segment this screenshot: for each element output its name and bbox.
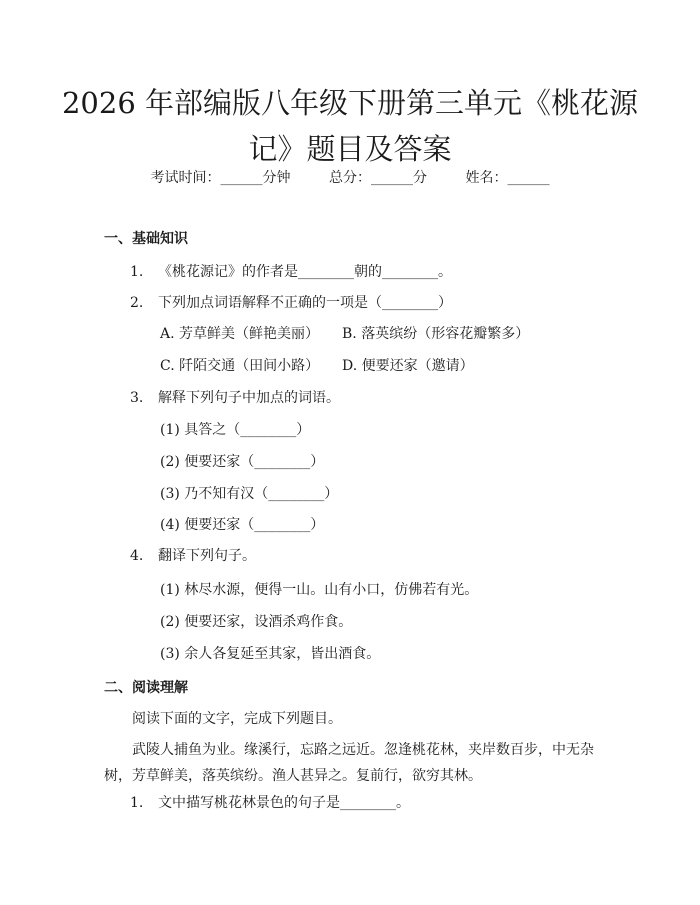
option-b: B. 落英缤纷（形容花瓣繁多） (342, 326, 530, 342)
document-title (60, 80, 640, 172)
sub-item: (1) 具答之（________） (160, 422, 311, 438)
reading-passage: 武陵人捕鱼为业。缘溪行，忘路之远近。忽逢桃花林，夹岸数百步，中无杂树，芳草鲜美，落英缤纷。渔人甚异之。复前行，欲穷其林。 (104, 742, 594, 784)
student-name-field: 姓名：______ (465, 170, 550, 186)
question-text: 下列加点词语解释不正确的一项是（________） (158, 295, 452, 311)
question-number: 3. (130, 390, 144, 406)
sub-item: (2) 便要还家，设酒杀鸡作食。 (160, 614, 353, 630)
option-a: A. 芳草鲜美（鲜艳美丽） (160, 326, 320, 342)
option-d: D. 便要还家（邀请） (342, 358, 474, 374)
question-number: 1. (130, 795, 144, 811)
option-c: C. 阡陌交通（田间小路） (160, 358, 320, 374)
question-text: 解释下列句子中加点的词语。 (158, 390, 340, 406)
sub-item: (1) 林尽水源，便得一山。山有小口，仿佛若有光。 (160, 582, 479, 598)
question-text: 《桃花源记》的作者是________朝的________。 (158, 264, 452, 280)
title-line-1: 2026 年部编版八年级下册第三单元《桃花源 (61, 86, 639, 120)
question-text: 翻译下列句子。 (158, 548, 256, 564)
question-3 (130, 388, 340, 408)
sub-item: (2) 便要还家（________） (160, 454, 325, 470)
question-text: 文中描写桃花林景色的句子是________。 (158, 795, 410, 811)
section-heading-basic: 一、基础知识 (104, 231, 188, 247)
question-1 (130, 262, 452, 282)
sub-item: (4) 便要还家（________） (160, 517, 325, 533)
question-number: 4. (130, 548, 144, 564)
reading-intro: 阅读下面的文字，完成下列题目。 (132, 711, 342, 727)
question-4 (130, 546, 256, 566)
title-line-2: 记》题目及答案 (248, 132, 452, 166)
exam-meta (0, 168, 700, 188)
reading-question-1 (130, 793, 410, 813)
sub-item: (3) 乃不知有汉（________） (160, 486, 339, 502)
sub-item: (3) 余人各复延至其家，皆出酒食。 (160, 646, 381, 662)
exam-time-field: 考试时间：______分钟 (150, 170, 291, 186)
question-2 (130, 293, 452, 313)
question-number: 1. (130, 264, 144, 280)
section-heading-reading: 二、阅读理解 (104, 680, 188, 696)
total-score-field: 总分：______分 (329, 170, 427, 186)
question-number: 2. (130, 295, 144, 311)
